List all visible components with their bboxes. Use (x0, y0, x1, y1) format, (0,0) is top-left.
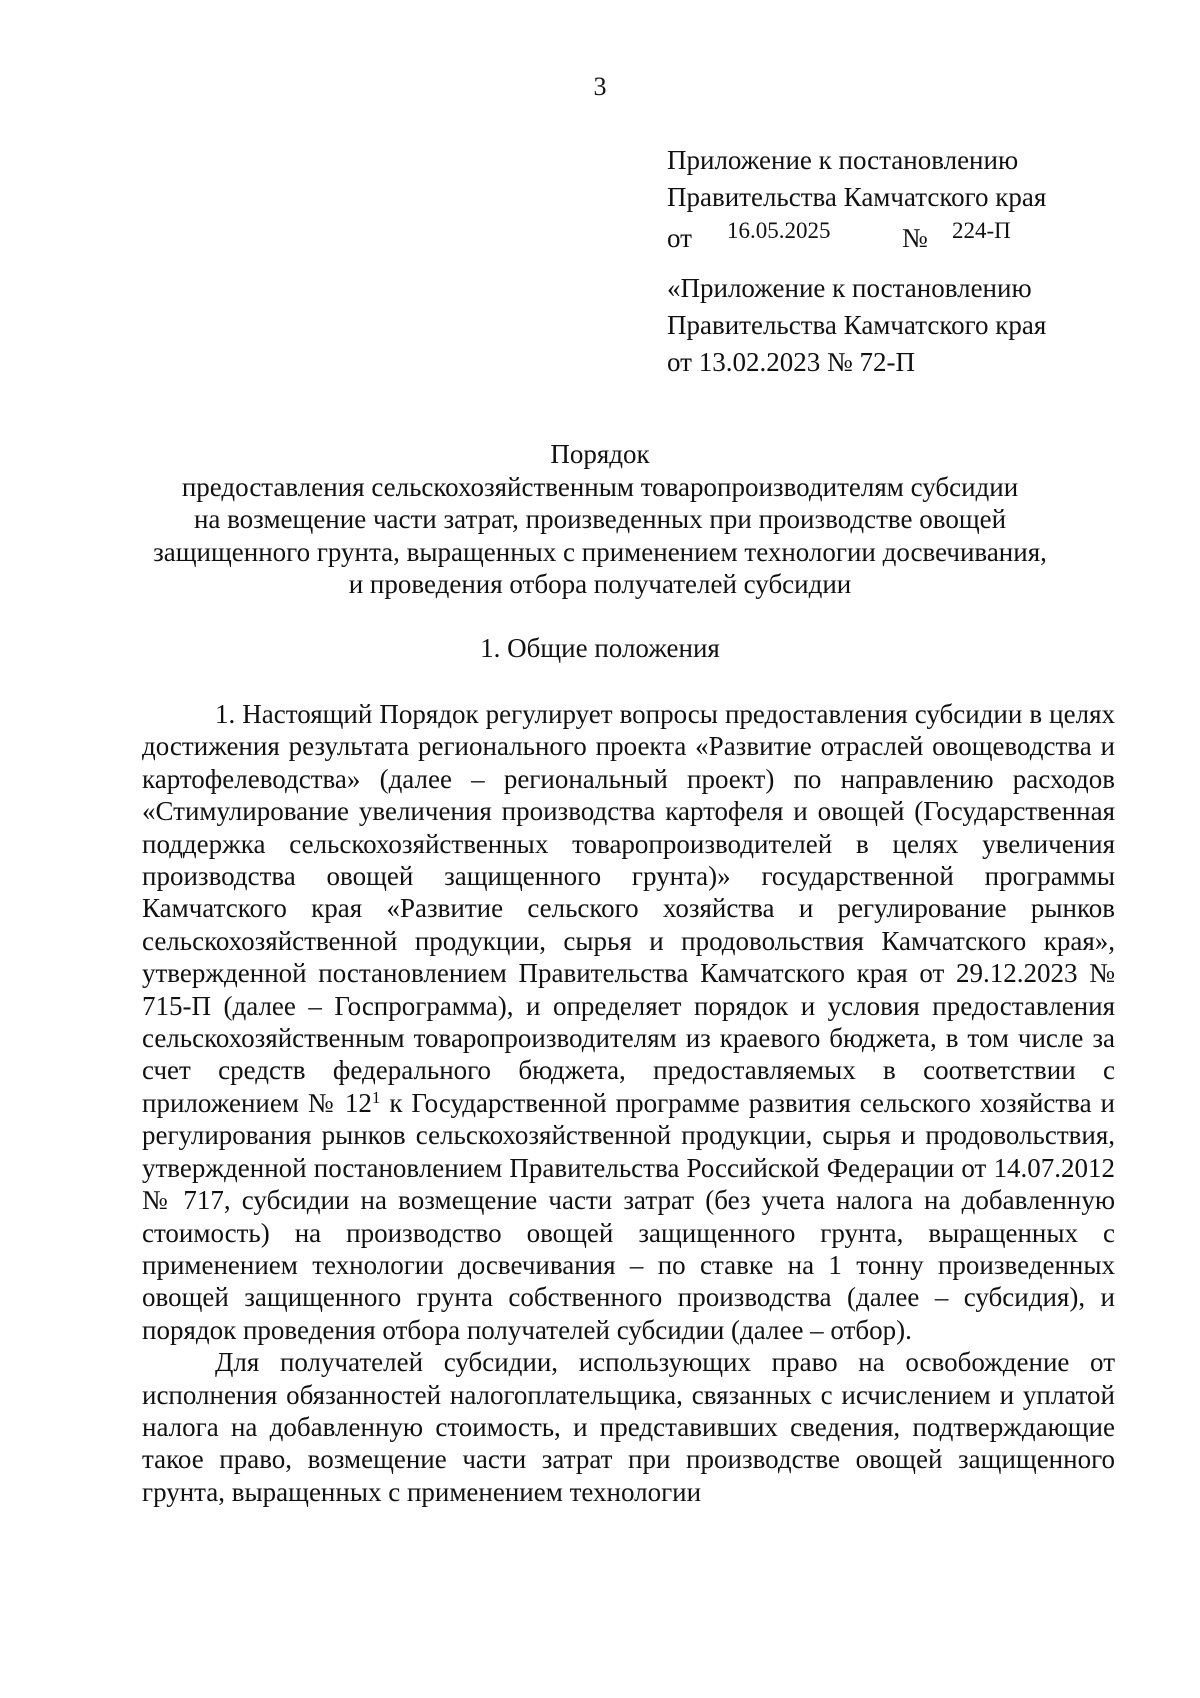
resolution-number: 224-П (952, 218, 1011, 243)
title-line3: на возмещение части затрат, произведенных при производстве овощей (193, 504, 1007, 534)
date-prefix: от (667, 223, 692, 253)
number-sign: № (902, 223, 928, 253)
appendix-original-line1: «Приложение к постановлению (667, 273, 1032, 303)
paragraph-1 (142, 698, 1115, 1346)
title-line1: Порядок (550, 439, 650, 469)
appendix-current-line2: Правительства Камчатского края (667, 182, 1047, 212)
page-number: 3 (593, 72, 607, 101)
appendix-original-line2: Правительства Камчатского края (667, 310, 1047, 340)
body-text (142, 698, 1115, 1508)
appendix-original-line3: от 13.02.2023 № 72-П (667, 347, 915, 377)
superscript-marker: 1 (371, 1087, 381, 1107)
resolution-date: 16.05.2025 (727, 218, 831, 243)
document-title (100, 438, 1100, 601)
appendix-current-date-line (667, 216, 1067, 253)
appendix-current-block (667, 142, 1067, 253)
title-line2: предоставления сельскохозяйственным товаропроизводителям субсидии (181, 471, 1019, 502)
appendix-current-line1: Приложение к постановлению (667, 145, 1019, 175)
paragraph-1-part2: к Государственной программе развития сельского хозяйства и регулирования рынков сельскохозяйственной продукции, сырья и продовольствия, утвержденной постановлением Правительства Российской Федерации от 14.07.2012 № 717, субсидии на возмещение части затрат (без учета налога на добавленную стоимость) на производство овощей защищенного грунта, выращенных с применением технологии досвечивания – по ставке на 1 тонну произведенных овощей защищенного грунта собственного производства (далее – субсидия), и порядок проведения отбора получателей субсидии (далее – отбор). (142, 1087, 1115, 1345)
title-line5: и проведения отбора получателей субсидии (348, 569, 852, 599)
paragraph-1-part1: 1. Настоящий Порядок регулирует вопросы предоставления субсидии в целях достижения результата регионального проекта «Развитие отраслей овощеводства и картофелеводства» (далее – региональный проект) по направлению расходов «Стимулирование увеличения производства картофеля и овощей (Государственная поддержка сельскохозяйственных товаропроизводителей в целях увеличения производства овощей защищенного грунта)» государственной программы Камчатского края «Развитие сельского хозяйства и регулирование рынков сельскохозяйственной продукции, сырья и продовольствия Камчатского края», утвержденной постановлением Правительства Камчатского края от 29.12.2023 № 715-П (далее – Госпрограмма), и определяет порядок и условия предоставления сельскохозяйственным товаропроизводителям из краевого бюджета, в том числе за счет средств федерального бюджета, предоставляемых в соответствии с приложением № 12 (142, 699, 1115, 1118)
title-line4: защищенного грунта, выращенных с применением технологии досвечивания, (153, 536, 1047, 567)
section-title: 1. Общие положения (480, 633, 720, 663)
paragraph-2: Для получателей субсидии, использующих право на освобождение от исполнения обязанностей налогоплательщика, связанных с исчислением и уплатой налога на добавленную стоимость, и представивших сведения, подтверждающие такое право, возмещение части затрат при производстве овощей защищенного грунта, выращенных с применением технологии (142, 1347, 1115, 1507)
appendix-original-block (667, 270, 1046, 381)
